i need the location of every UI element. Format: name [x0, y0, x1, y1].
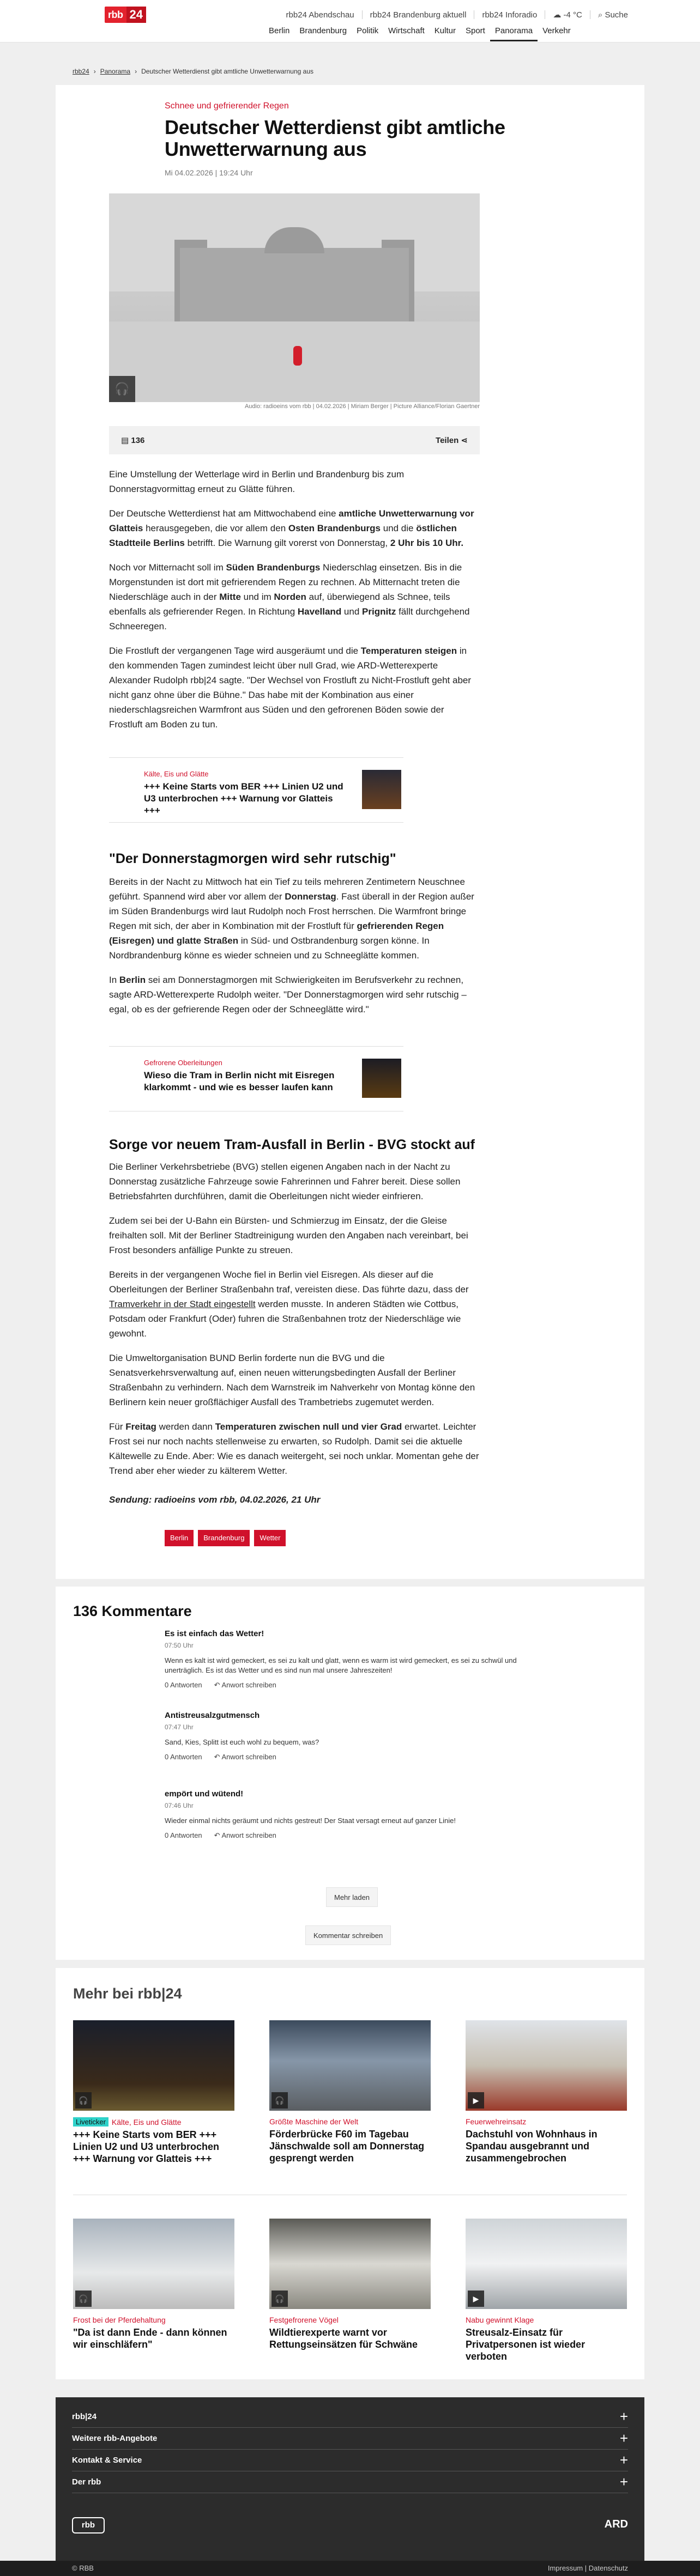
- subheading-rutschig: "Der Donnerstagmorgen wird sehr rutschig": [109, 851, 396, 866]
- footer-row-rbb24[interactable]: rbb|24 +: [72, 2406, 628, 2428]
- article-date: Mi 04.02.2026 | 19:24 Uhr: [165, 168, 253, 177]
- teaser-tram[interactable]: Gefrorene Oberleitungen Wieso die Tram in Berlin nicht mit Eisregen klarkommt - und wie es besser laufen kann: [109, 1046, 403, 1111]
- nav-verkehr[interactable]: Verkehr: [542, 26, 571, 35]
- nav-brandenburg[interactable]: Brandenburg: [299, 26, 347, 35]
- reply-icon: ↶: [214, 1681, 220, 1689]
- main-nav: [264, 25, 576, 41]
- play-icon: ▶: [468, 2092, 484, 2109]
- article-body-part2: [109, 874, 480, 1017]
- nav-kultur[interactable]: Kultur: [434, 26, 456, 35]
- more-item[interactable]: 🎧 Liveticker Kälte, Eis und Glätte +++ Keine Starts vom BER +++ Linien U2 und U3 unterbrochen +++ Warnung vor Glatteis +++: [73, 2020, 234, 2165]
- copyright: © RBB: [72, 2564, 94, 2572]
- cloud-icon: ☁: [553, 10, 562, 20]
- paragraph-warning: Der Deutsche Wetterdienst hat am Mittwochabend eine amtliche Unwetterwarnung vor Glatteis herausgegeben, die vor allem den Osten Brandenburgs und die östlichen Stadtteile Berlins betrifft. Die Warnung gilt vorerst von Donnerstag, 2 Uhr bis 10 Uhr.: [109, 508, 474, 548]
- breadcrumb: [73, 68, 313, 75]
- paragraph-intro: Eine Umstellung der Wetterlage wird in Berlin und Brandenburg bis zum Donnerstagvormittag erneut zu Glätte führen.: [109, 469, 405, 494]
- tag-list: [165, 1530, 286, 1546]
- answers-toggle[interactable]: 0 Antworten: [165, 1681, 202, 1689]
- more-item[interactable]: 🎧 Festgefrorene Vögel Wildtierexperte warnt vor Rettungseinsätzen für Schwäne: [269, 2219, 431, 2350]
- paragraph-ubahn: Zudem sei bei der U-Bahn ein Bürsten- und Schmierzug im Einsatz, der die Gleise freihalten soll. Mit der Berliner Stadtreinigung wurden den Angaben nach vereinbart, bei Frost besonders anfällige Punkte zu streuen.: [109, 1216, 468, 1255]
- reply-button[interactable]: ↶ Anwort schreiben: [214, 1753, 276, 1761]
- paragraph-freitag: Für Freitag werden dann Temperaturen zwischen null und vier Grad erwartet. Leichter Frost sei nur noch nachts stellenweise zu erwarten, so Rudolph. Damit sei die aktuelle Kältewelle zu Ende. Aber: Wie es danach weitergeht, sei noch unklar. Momentan gehe der Trend aber eher wieder zu kälterem Wetter.: [109, 1421, 479, 1476]
- reply-icon: ↶: [214, 1753, 220, 1761]
- reply-button[interactable]: ↶ Anwort schreiben: [214, 1681, 276, 1689]
- article-title: Deutscher Wetterdienst gibt amtliche Unwetterwarnung aus: [165, 116, 505, 160]
- live-badge: Liveticker: [73, 2117, 108, 2127]
- paragraph-frost: Die Frostluft der vergangenen Tage wird ausgeräumt und die Temperaturen steigen in den kommenden Tagen zumindest leicht über null Grad, wie ARD-Wetterexperte Alexander Rudolph rbb|24 sagte. "Der Wechsel von Frostluft zu Nicht-Frostluft geht aber nicht ganz ohne über die Bühne." Das habe mit der Kombination aus einer niederschlagsreichen Warmfront aus Süden und den gefrorenen Böden sowie der Frostluft am Boden zu tun.: [109, 646, 472, 730]
- article-kicker: Schnee und gefrierender Regen: [165, 101, 289, 111]
- plus-icon: +: [619, 2474, 628, 2490]
- comments-count-button[interactable]: ▤ 136: [121, 436, 145, 445]
- nav-berlin[interactable]: Berlin: [269, 26, 290, 35]
- teaser-thumbnail: [362, 770, 401, 809]
- footer-row-kontakt[interactable]: Kontakt & Service +: [72, 2450, 628, 2471]
- article-actionbar: [109, 426, 480, 454]
- plus-icon: +: [619, 2430, 628, 2446]
- nav-sport[interactable]: Sport: [465, 26, 485, 35]
- broadcast-note: Sendung: radioeins vom rbb, 04.02.2026, 21 Uhr: [109, 1494, 321, 1505]
- legal-links[interactable]: Impressum | Datenschutz: [547, 2564, 628, 2572]
- footer-row-angebote[interactable]: Weitere rbb-Angebote +: [72, 2428, 628, 2450]
- subheading-bvg: Sorge vor neuem Tram-Ausfall in Berlin - BVG stockt auf: [109, 1137, 475, 1152]
- teaser-thumbnail: [362, 1059, 401, 1098]
- paragraph-berlin: In Berlin sei am Donnerstagmorgen mit Schwierigkeiten im Berufsverkehr zu rechnen, sagte ARD-Wetterexperte Rudolph weiter. "Der Donnerstagmorgen wird sehr rutschig – egal, ob es der gefrierende Regen oder der Schneeglätte wird.": [109, 975, 467, 1014]
- more-section: [56, 1968, 644, 2379]
- top-links: [286, 10, 628, 20]
- more-item[interactable]: 🎧 Größte Maschine der Welt Förderbrücke F60 im Tagebau Jänschwalde soll am Donnerstag gesprengt werden: [269, 2020, 431, 2164]
- more-title: Mehr bei rbb|24: [73, 1985, 182, 2002]
- comment-item: Es ist einfach das Wetter! 07:50 Uhr Wenn es kalt ist wird gemeckert, es sei zu kalt und glatt, wenn es warm ist wird gemeckert, es sei zu schwül und unerträglich. Es ist das Wetter und es sind nun mal unsere Jahreszeiten! 0 Antworten ↶ Anwort schreiben: [165, 1629, 517, 1689]
- ard-logo[interactable]: ARD: [604, 2518, 628, 2530]
- image-caption: Audio: radioeins vom rbb | 04.02.2026 | Miriam Berger | Picture Alliance/Florian Gaertner: [244, 403, 480, 410]
- article-body-part3: [109, 1159, 480, 1507]
- toplink-brandenburg-aktuell[interactable]: rbb24 Brandenburg aktuell: [370, 10, 467, 20]
- breadcrumb-current: Deutscher Wetterdienst gibt amtliche Unwetterwarnung aus: [141, 68, 314, 75]
- site-footer: [56, 2397, 644, 2561]
- hero-image: [109, 193, 480, 402]
- inline-link-tramverkehr[interactable]: Tramverkehr in der Stadt eingestellt: [109, 1299, 256, 1309]
- share-icon: ⋖: [461, 436, 468, 445]
- chevron-right-icon: ›: [93, 68, 96, 75]
- play-icon: ▶: [468, 2291, 484, 2307]
- write-comment-button[interactable]: Kommentar schreiben: [305, 1925, 391, 1945]
- nav-wirtschaft[interactable]: Wirtschaft: [388, 26, 425, 35]
- comments-title: 136 Kommentare: [73, 1603, 192, 1619]
- more-item[interactable]: ▶ Nabu gewinnt Klage Streusalz-Einsatz für Privatpersonen ist wieder verboten: [466, 2219, 627, 2362]
- comment-icon: ▤: [121, 436, 129, 445]
- paragraph-donnerstag: Bereits in der Nacht zu Mittwoch hat ein Tief zu teils mehreren Zentimetern Neuschnee geführt. Spannend wird aber vor allem der Donnerstag. Fast überall in der Region außer im Süden Brandenburgs wird laut Rudolph noch Frost herrschen. Die Warmfront bringe Regen mit sich, der aber in Kombination mit der Frostluft für gefrierenden Regen (Eisregen) und glatte Straßen in Süd- und Ostbrandenburg sorgen könne. In Nordbrandenburg könne es wieder schneien und zu Schneeglätte kommen.: [109, 877, 474, 961]
- share-button[interactable]: Teilen ⋖: [436, 436, 468, 445]
- search-icon: ⌕: [598, 10, 603, 20]
- headphones-icon: 🎧: [75, 2092, 92, 2109]
- more-item[interactable]: ▶ Feuerwehreinsatz Dachstuhl von Wohnhaus in Spandau ausgebrannt und zusammengebrochen: [466, 2020, 627, 2164]
- bottom-bar: [0, 2561, 700, 2576]
- plus-icon: +: [619, 2408, 628, 2425]
- answers-toggle[interactable]: 0 Antworten: [165, 1831, 202, 1839]
- breadcrumb-panorama[interactable]: Panorama: [100, 68, 131, 75]
- headphones-icon: 🎧: [271, 2092, 288, 2109]
- paragraph-bvg: Die Berliner Verkehrsbetriebe (BVG) stellen eigenen Angaben nach in der Nacht zu Donnerstag zusätzliche Fahrzeuge sowie Fahrerinnen und Fahrer bereit. Diese sollen Betriebsfahrten durchführen, damit die Oberleitungen nicht wieder einfrieren.: [109, 1162, 461, 1201]
- reply-button[interactable]: ↶ Anwort schreiben: [214, 1831, 276, 1839]
- teaser-liveticker[interactable]: Kälte, Eis und Glätte +++ Keine Starts vom BER +++ Linien U2 und U3 unterbrochen +++ Warnung vor Glatteis +++: [109, 757, 403, 823]
- comment-item: Antistreusalzgutmensch 07:47 Uhr Sand, Kies, Splitt ist euch wohl zu bequem, was? 0 Antworten ↶ Anwort schreiben: [165, 1711, 319, 1761]
- article-body-part1: [109, 467, 480, 732]
- footer-row-der-rbb[interactable]: Der rbb +: [72, 2471, 628, 2493]
- paragraph-eisregen: Bereits in der vergangenen Woche fiel in Berlin viel Eisregen. Als dieser auf die Oberleitungen der Berliner Straßenbahn traf, vereisten diese. Das führte dazu, dass der Tramverkehr in der Stadt eingestellt werden musste. In anderen Städten wie Cottbus, Potsdam oder Frankfurt (Oder) fuhren die Straßenbahnen trotz der Niederschläge wie gewohnt.: [109, 1269, 469, 1339]
- paragraph-south: Noch vor Mitternacht soll im Süden Brandenburgs Niederschlag einsetzen. Bis in die Morgenstunden ist dort mit gefrierendem Regen zu rechnen. Ab Mitternacht treten die Niederschläge auch in der Mitte und im Norden auf, überwiegend als Schnee, teils ebenfalls als gefrierender Regen. In Richtung Havelland und Prignitz fällt durchgehend Schneeregen.: [109, 562, 470, 631]
- load-more-button[interactable]: Mehr laden: [326, 1887, 378, 1907]
- more-item[interactable]: 🎧 Frost bei der Pferdehaltung "Da ist dann Ende - dann können wir einschläfern": [73, 2219, 234, 2350]
- tag-wetter[interactable]: Wetter: [254, 1530, 286, 1546]
- headphones-icon: 🎧: [271, 2291, 288, 2307]
- weather-widget[interactable]: ☁ -4 °C: [553, 10, 582, 20]
- plus-icon: +: [619, 2452, 628, 2468]
- comment-item: empört und wütend! 07:46 Uhr Wieder einmal nichts geräumt und nichts gestreut! Der Staat versagt erneut auf ganzer Linie! 0 Antworten ↶ Anwort schreiben: [165, 1789, 456, 1839]
- toplink-abendschau[interactable]: rbb24 Abendschau: [286, 10, 354, 20]
- nav-politik[interactable]: Politik: [357, 26, 379, 35]
- chevron-right-icon: ›: [135, 68, 137, 75]
- search-button[interactable]: ⌕ Suche: [598, 10, 628, 20]
- answers-toggle[interactable]: 0 Antworten: [165, 1753, 202, 1761]
- rbb24-logo[interactable]: rbb 24: [105, 7, 157, 23]
- reply-icon: ↶: [214, 1831, 220, 1839]
- paragraph-bund: Die Umweltorganisation BUND Berlin forderte nun die BVG und die Senatsverkehrsverwaltung auf, einen neuen witterungsbedingten Ausfall der Berliner Straßenbahn zu verhindern. Nach dem Warnstreik im Nahverkehr von Montag könne den Berlinern kein neuer großflächiger Ausfall des Trambetriebs zugemutet werden.: [109, 1353, 475, 1407]
- toplink-inforadio[interactable]: rbb24 Inforadio: [482, 10, 538, 20]
- breadcrumb-home[interactable]: rbb24: [73, 68, 89, 75]
- headphones-icon: 🎧: [75, 2291, 92, 2307]
- rbb-logo[interactable]: rbb: [72, 2517, 105, 2534]
- headphones-icon[interactable]: 🎧: [109, 376, 135, 402]
- nav-panorama[interactable]: Panorama: [490, 25, 538, 41]
- comments-section: [56, 1587, 644, 1960]
- tag-brandenburg[interactable]: Brandenburg: [198, 1530, 250, 1546]
- tag-berlin[interactable]: Berlin: [165, 1530, 194, 1546]
- site-header: [0, 0, 700, 42]
